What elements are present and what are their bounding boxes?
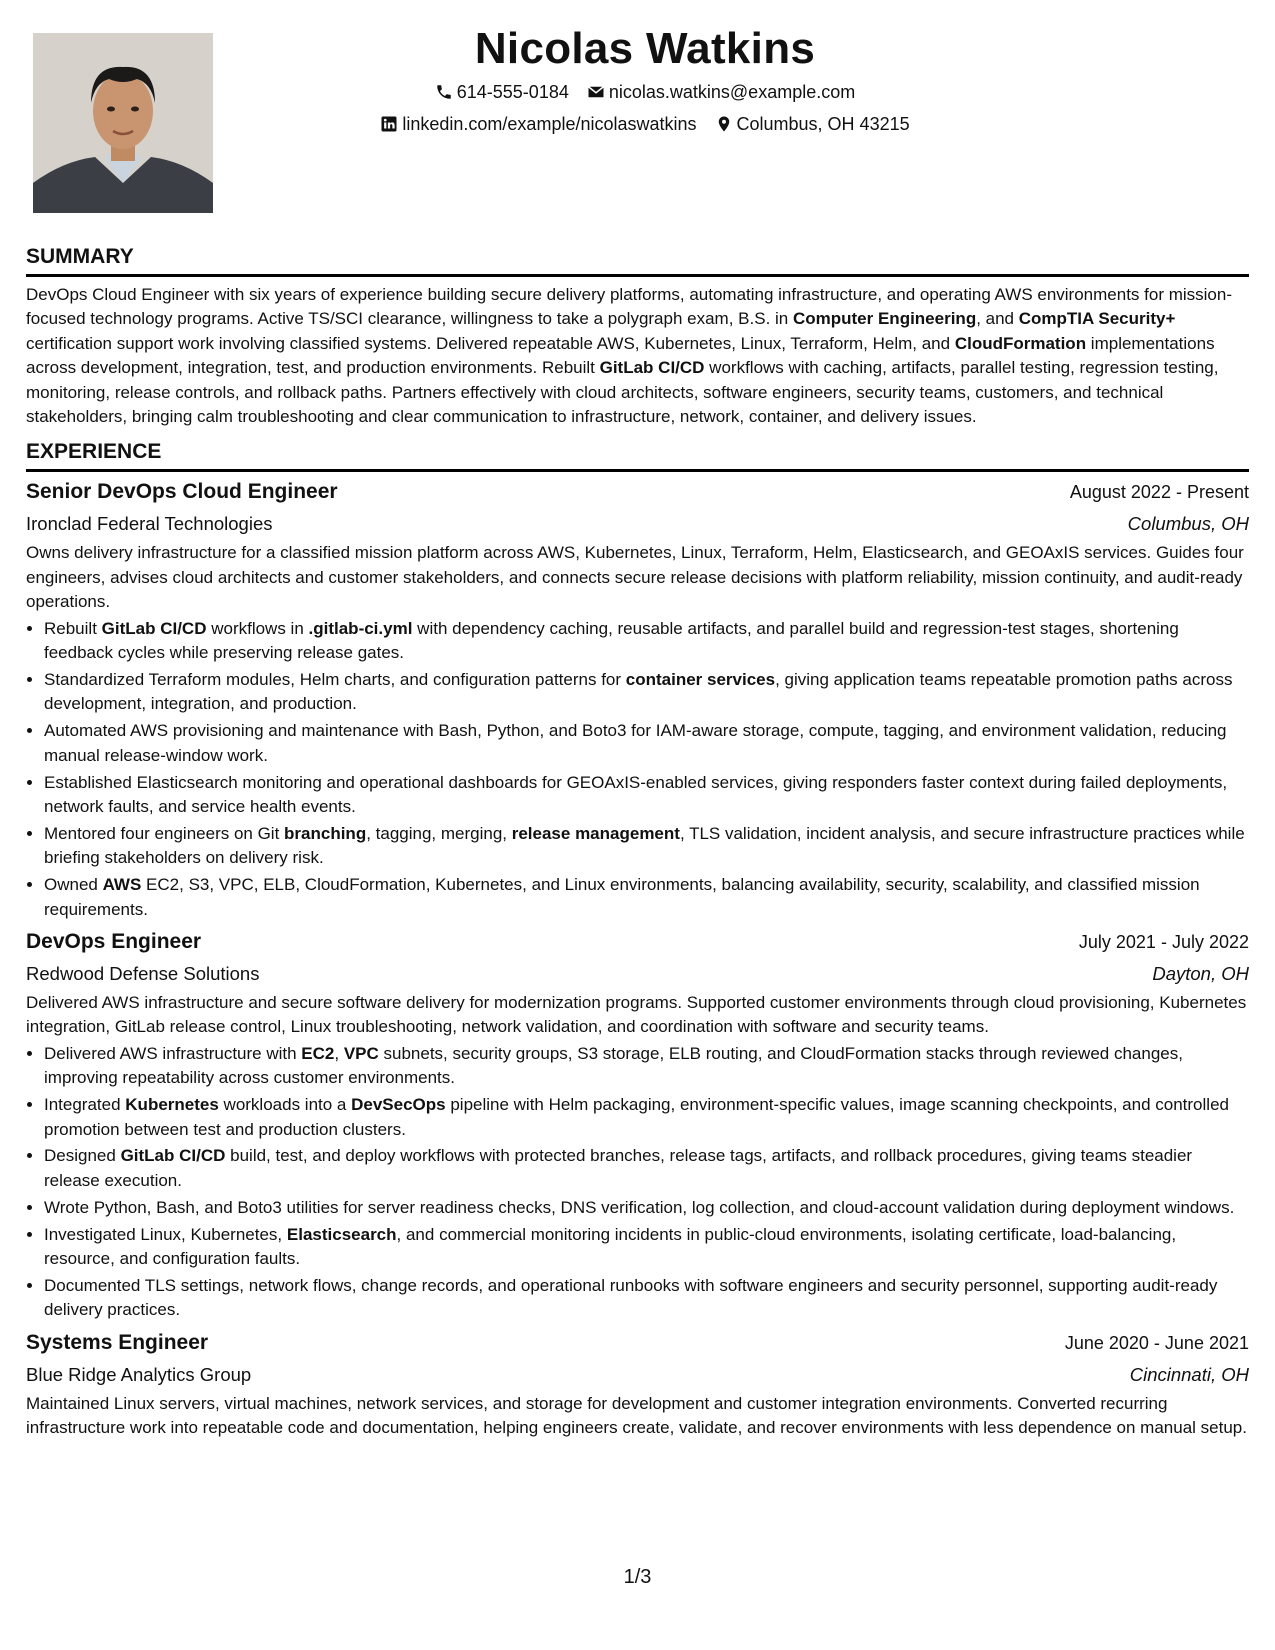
summary-text	[26, 283, 1249, 429]
job-bullet	[44, 1042, 1249, 1091]
experience-heading: EXPERIENCE	[26, 439, 1249, 472]
job-company: Blue Ridge Analytics Group	[26, 1363, 252, 1385]
job-title-row	[26, 926, 1249, 958]
bullet-text: , TLS validation, incident analysis, and secure infrastructure practices while briefing stakeholders on delivery risk.	[44, 823, 1245, 868]
job-bullet	[44, 668, 1249, 717]
job-description: Owns delivery infrastructure for a classified mission platform across AWS, Kubernetes, Linux, Terraform, Helm, Elasticsearch, and GEOAxIS services. Guides four engineers, advises cloud architects and customer stakeholders, and connects secure release decisions with platform reliability, mission continuity, and audit-ready operations.	[26, 543, 1244, 612]
bullet-text: Established Elasticsearch monitoring and operational dashboards for GEOAxIS-enabled services, giving responders faster context during failed deployments, network faults, and service health events.	[44, 772, 1228, 816]
contact-phone[interactable]	[435, 76, 569, 108]
summary-text: , and	[976, 309, 1019, 329]
profile-photo	[33, 33, 213, 213]
bullet-text: , and commercial monitoring incidents in public-cloud environments, isolating certificate, load-balancing, resource, and configuration faults.	[44, 1224, 1177, 1269]
job-bullet-list	[26, 1042, 1249, 1323]
bullet-text: subnets, security groups, S3 storage, ELB routing, and CloudFormation stacks through reviewed changes, improving repeatability across customer environments.	[44, 1043, 1183, 1088]
email-text: nicolas.watkins@example.com	[608, 82, 856, 102]
job-bullet-list	[26, 617, 1249, 922]
contact-line-1	[250, 76, 1040, 108]
bullet-bold-term: branching	[284, 823, 367, 843]
bullet-bold-term: .gitlab-ci.yml	[308, 618, 413, 638]
bullet-text: Documented TLS settings, network flows, change records, and operational runbooks with software engineers and security personnel, supporting audit-ready delivery practices.	[44, 1276, 1218, 1320]
bullet-bold-term: Kubernetes	[125, 1095, 219, 1115]
job-title: Systems Engineer	[26, 1330, 209, 1354]
resume-body	[26, 244, 1249, 1441]
job-bullet	[44, 822, 1249, 871]
bullet-bold-term: AWS	[102, 875, 142, 895]
bullet-text: workflows in	[206, 618, 309, 638]
experience-list	[26, 476, 1249, 1440]
bullet-bold-term: Elasticsearch	[286, 1224, 397, 1244]
job-title-row	[26, 1327, 1249, 1359]
contact-line-2	[250, 108, 1040, 140]
bullet-text: EC2, S3, VPC, ELB, CloudFormation, Kubernetes, and Linux environments, balancing availability, security, scalability, and classified mission requirements.	[44, 875, 1200, 919]
map-pin-icon	[715, 115, 733, 133]
job-bullet	[44, 1093, 1249, 1142]
job-location: Columbus, OH	[1127, 513, 1249, 535]
job-dates: August 2022 - Present	[1069, 482, 1249, 503]
summary-bold-term: Computer Engineering	[792, 309, 977, 329]
job-bullet	[44, 1274, 1249, 1323]
bullet-bold-term: VPC	[343, 1043, 379, 1063]
bullet-text: Automated AWS provisioning and maintenance with Bash, Python, and Boto3 for IAM-aware storage, compute, tagging, and environment validation, reducing manual release-window work.	[44, 721, 1227, 765]
job-company-row	[26, 958, 1249, 989]
job-bullet	[44, 1144, 1249, 1193]
summary-bold-term: CloudFormation	[954, 333, 1087, 353]
bullet-text: Standardized Terraform modules, Helm charts, and configuration patterns for	[44, 669, 626, 689]
job-bullet	[44, 873, 1249, 922]
bullet-text: , tagging, merging,	[366, 823, 512, 843]
summary-heading: SUMMARY	[26, 244, 1249, 277]
summary-text: workflows with caching, artifacts, parallel testing, regression testing, monitoring, release controls, and rollback paths. Partners effectively with cloud architects, software engineers, security teams, customers, and technical stakeholders, bringing calm troubleshooting and clear communication to infrastructure, network, container, and delivery issues.	[26, 358, 1219, 427]
job-company-row	[26, 508, 1249, 539]
job-description: Maintained Linux servers, virtual machines, network services, and storage for development and customer integration environments. Converted recurring infrastructure work into repeatable code and documentation, helping engineers create, validate, and recover environments with less dependence on manual setup.	[26, 1393, 1247, 1438]
portrait-image	[33, 33, 213, 213]
phone-text: 614-555-0184	[456, 82, 569, 102]
bullet-text: pipeline with Helm packaging, environment-specific values, image scanning checkpoints, and controlled promotion between test and production clusters.	[44, 1095, 1229, 1139]
bullet-text: Integrated	[44, 1095, 126, 1115]
bullet-bold-term: release management	[511, 823, 680, 843]
bullet-bold-term: GitLab CI/CD	[101, 618, 207, 638]
contact-linkedin[interactable]	[380, 108, 696, 140]
job-bullet	[44, 617, 1249, 666]
bullet-text: workloads into a	[218, 1095, 352, 1115]
job-company-row	[26, 1359, 1249, 1390]
phone-icon	[435, 83, 453, 101]
bullet-text: ,	[334, 1043, 344, 1063]
summary-text: DevOps Cloud Engineer with six years of experience building secure delivery platforms, automating infrastructure, and operating AWS environments for mission-focused technology programs. Active TS/SCI clearance, willingness to take a polygraph exam, B.S. in	[26, 285, 1232, 329]
bullet-text: Rebuilt	[44, 618, 102, 638]
bullet-bold-term: GitLab CI/CD	[120, 1146, 226, 1166]
job-dates: July 2021 - July 2022	[1078, 932, 1249, 953]
candidate-name: Nicolas Watkins	[474, 24, 816, 73]
linkedin-text: linkedin.com/example/nicolaswatkins	[402, 114, 697, 134]
page-number: 1/3	[623, 1566, 652, 1588]
job-entry	[26, 1327, 1249, 1441]
bullet-text: Designed	[44, 1146, 121, 1166]
bullet-text: , giving application teams repeatable promotion paths across development, integration, and production.	[44, 669, 1233, 714]
bullet-text: with dependency caching, reusable artifacts, and parallel build and regression-test stages, shortening feedback cycles while preserving release gates.	[44, 618, 1179, 663]
job-title: DevOps Engineer	[26, 930, 202, 954]
job-entry	[26, 476, 1249, 922]
summary-bold-term: CompTIA Security+	[1018, 309, 1176, 329]
job-bullet	[44, 1223, 1249, 1272]
location-text: Columbus, OH 43215	[736, 114, 910, 134]
contact-email[interactable]	[587, 76, 855, 108]
contact-location	[715, 108, 910, 140]
job-entry	[26, 926, 1249, 1323]
job-bullet	[44, 771, 1249, 820]
bullet-bold-term: container services	[625, 669, 776, 689]
bullet-text: Investigated Linux, Kubernetes,	[44, 1224, 287, 1244]
bullet-text: Owned	[44, 875, 103, 895]
bullet-text: Wrote Python, Bash, and Boto3 utilities for server readiness checks, DNS verification, log collection, and cloud-account validation during deployment windows.	[44, 1197, 1235, 1217]
bullet-text: build, test, and deploy workflows with protected branches, release tags, artifacts, and rollback procedures, giving teams steadier release execution.	[44, 1146, 1193, 1190]
job-title-row	[26, 476, 1249, 508]
summary-text: certification support work involving classified systems. Delivered repeatable AWS, Kubernetes, Linux, Terraform, Helm, and	[26, 333, 955, 353]
linkedin-icon	[380, 115, 398, 133]
job-bullet	[44, 1196, 1249, 1220]
bullet-bold-term: EC2	[301, 1043, 335, 1063]
job-location: Cincinnati, OH	[1129, 1363, 1249, 1385]
summary-text: implementations across development, integration, test, and production environments. Rebuilt	[26, 333, 1215, 378]
bullet-bold-term: DevSecOps	[351, 1095, 446, 1115]
summary-bold-term: GitLab CI/CD	[599, 358, 705, 378]
job-company: Ironclad Federal Technologies	[26, 513, 273, 535]
job-location: Dayton, OH	[1152, 963, 1249, 985]
job-bullet	[44, 719, 1249, 768]
job-company: Redwood Defense Solutions	[26, 963, 260, 985]
bullet-text: Mentored four engineers on Git	[44, 823, 285, 843]
job-dates: June 2020 - June 2021	[1064, 1332, 1249, 1353]
resume-header	[250, 22, 1040, 140]
envelope-icon	[587, 83, 605, 101]
job-title: Senior DevOps Cloud Engineer	[26, 480, 338, 504]
job-description: Delivered AWS infrastructure and secure software delivery for modernization programs. Supported customer environments through cloud provisioning, Kubernetes integration, GitLab release control, Linux troubleshooting, network validation, and coordination with software and security teams.	[26, 993, 1247, 1037]
bullet-text: Delivered AWS infrastructure with	[44, 1043, 302, 1063]
